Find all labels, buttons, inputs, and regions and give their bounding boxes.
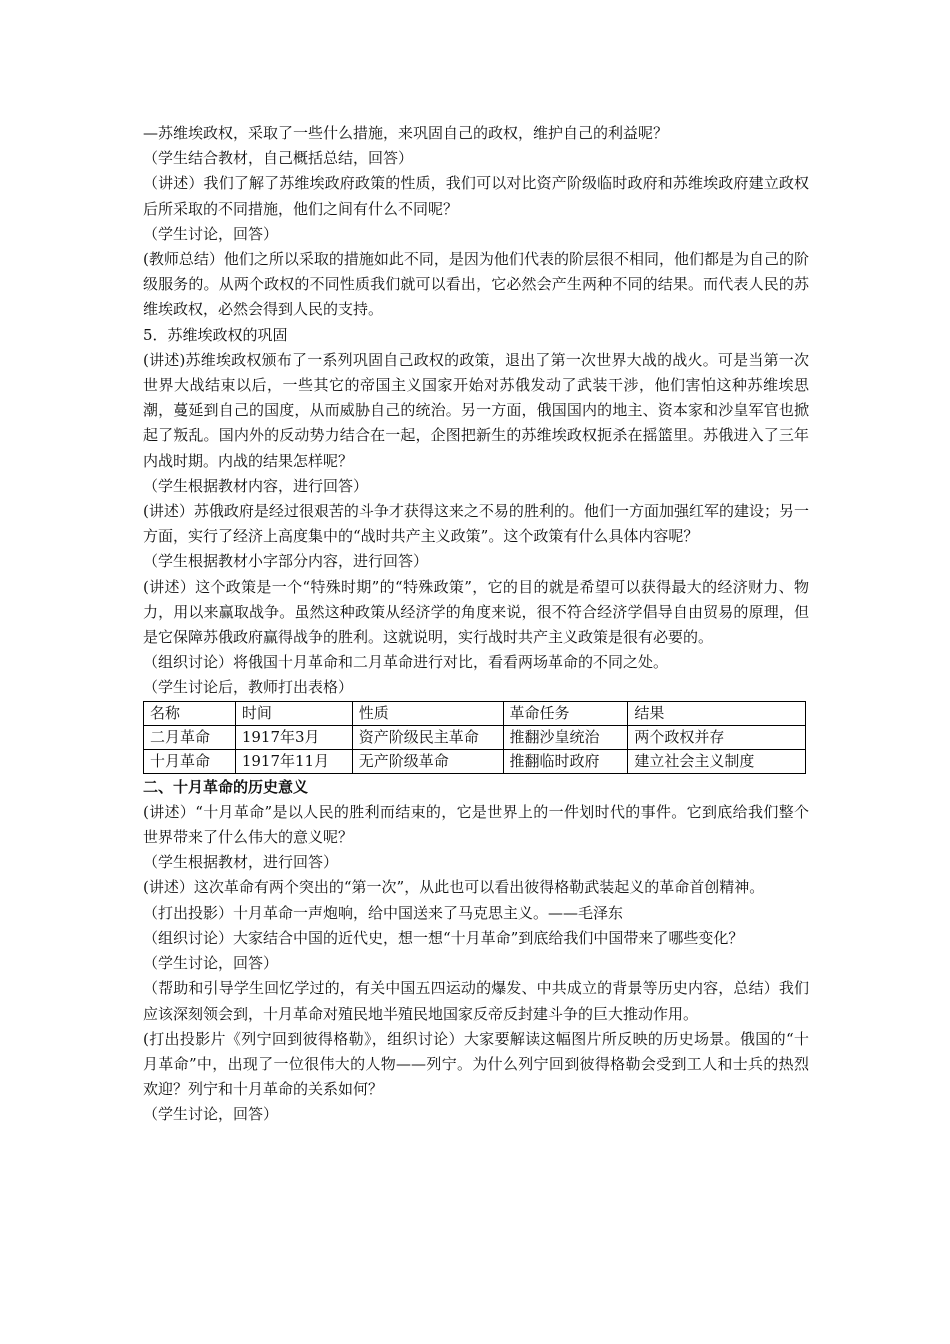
paragraph: (讲述）这个政策是一个“特殊时期”的“特殊政策”，它的目的就是希望可以获得最大的经济财力、物力，用以来赢取战争。虽然这种政策从经济学的角度来说，很不符合经济学倡导自由贸易的原理，但是它保障苏俄政府赢得战争的胜利。这就说明，实行战时共产主义政策是很有必要的。 — [143, 577, 809, 647]
table-header-cell: 革命任务 — [503, 701, 628, 725]
table-row — [144, 725, 806, 749]
section-heading: 二、十月革命的历史意义 — [143, 777, 309, 796]
paragraph: (讲述）“十月革命”是以人民的胜利而结束的，它是世界上的一件划时代的事件。它到底给我们整个世界带来了什么伟大的意义呢？ — [143, 802, 809, 847]
revolution-comparison-table — [143, 701, 806, 774]
table-cell: 资产阶级民主革命 — [352, 725, 503, 749]
table-cell: 两个政权并存 — [628, 725, 806, 749]
subsection-title: 5．苏维埃政权的巩固 — [143, 325, 288, 344]
paragraph: —苏维埃政权，采取了一些什么措施，来巩固自己的政权，维护自己的利益呢？ — [143, 124, 669, 142]
paragraph: （学生讨论，回答） — [143, 954, 279, 973]
table-cell: 无产阶级革命 — [352, 749, 503, 773]
table-row — [144, 749, 806, 773]
table-header-cell: 性质 — [352, 701, 503, 725]
paragraph: （学生根据教材，进行回答） — [143, 853, 339, 872]
table-cell: 推翻沙皇统治 — [503, 725, 628, 749]
paragraph: （帮助和引导学生回忆学过的，有关中国五四运动的爆发、中共成立的背景等历史内容，总结）我们应该深刻领会到，十月革命对殖民地半殖民地国家反帝反封建斗争的巨大推动作用。 — [143, 979, 809, 1023]
table-cell: 推翻临时政府 — [503, 749, 628, 773]
table-header-cell: 名称 — [144, 701, 236, 725]
table-header-cell: 时间 — [235, 701, 352, 725]
table-cell: 1917年11月 — [235, 749, 352, 773]
table-cell: 二月革命 — [144, 725, 236, 749]
paragraph: （组织讨论）将俄国十月革命和二月革命进行对比，看看两场革命的不同之处。 — [143, 653, 669, 672]
table-cell: 建立社会主义制度 — [628, 749, 806, 773]
table-header-cell: 结果 — [628, 701, 806, 725]
paragraph: （学生讨论，回答） — [143, 1105, 279, 1124]
document-page — [143, 121, 809, 1128]
table-cell: 十月革命 — [144, 749, 236, 773]
paragraph: （学生根据教材内容，进行回答） — [143, 476, 369, 495]
paragraph: (打出投影片《列宁回到彼得格勒》，组织讨论）大家要解读这幅图片所反映的历史场景。俄国的“十月革命”中，出现了一位很伟大的人物——列宁。为什么列宁回到彼得格勒会受到工人和士兵的热烈欢迎？列宁和十月革命的关系如何？ — [143, 1029, 809, 1099]
paragraph: (讲述)苏维埃政权颁布了一系列巩固自己政权的政策，退出了第一次世界大战的战火。可是当第一次世界大战结束以后，一些其它的帝国主义国家开始对苏俄发动了武装干涉，他们害怕这种苏维埃思潮，蔓延到自己的国度，从而威胁自己的统治。另一方面，俄国国内的地主、资本家和沙皇军官也掀起了叛乱。国内外的反动势力结合在一起，企图把新生的苏维埃政权扼杀在摇篮里。苏俄进入了三年内战时期。内战的结果怎样呢？ — [143, 350, 809, 470]
paragraph: （学生讨论，回答） — [143, 224, 279, 243]
paragraph: （讲述）我们了解了苏维埃政府政策的性质，我们可以对比资产阶级临时政府和苏维埃政府建立政权后所采取的不同措施，他们之间有什么不同呢？ — [143, 174, 809, 218]
paragraph: （学生讨论后，教师打出表格） — [143, 678, 354, 697]
quote-paragraph: （打出投影）十月革命一声炮响，给中国送来了马克思主义。——毛泽东 — [143, 903, 624, 922]
table-cell: 1917年3月 — [235, 725, 352, 749]
paragraph: （学生根据教材小字部分内容，进行回答） — [143, 552, 429, 571]
paragraph: (讲述）苏俄政府是经过很艰苦的斗争才获得这来之不易的胜利的。他们一方面加强红军的建设；另一方面，实行了经济上高度集中的“战时共产主义政策”。这个政策有什么具体内容呢？ — [143, 502, 809, 546]
paragraph: (教师总结）他们之所以采取的措施如此不同，是因为他们代表的阶层很不相同，他们都是为自己的阶级服务的。从两个政权的不同性质我们就可以看出，它必然会产生两种不同的结果。而代表人民的苏维埃政权，必然会得到人民的支持。 — [143, 250, 809, 319]
paragraph: (讲述）这次革命有两个突出的“第一次”，从此也可以看出彼得格勒武装起义的革命首创精神。 — [143, 878, 765, 897]
paragraph: （学生结合教材，自己概括总结，回答） — [143, 149, 414, 168]
paragraph: （组织讨论）大家结合中国的近代史，想一想“十月革命”到底给我们中国带来了哪些变化？ — [143, 928, 744, 947]
table-header-row — [144, 701, 806, 725]
